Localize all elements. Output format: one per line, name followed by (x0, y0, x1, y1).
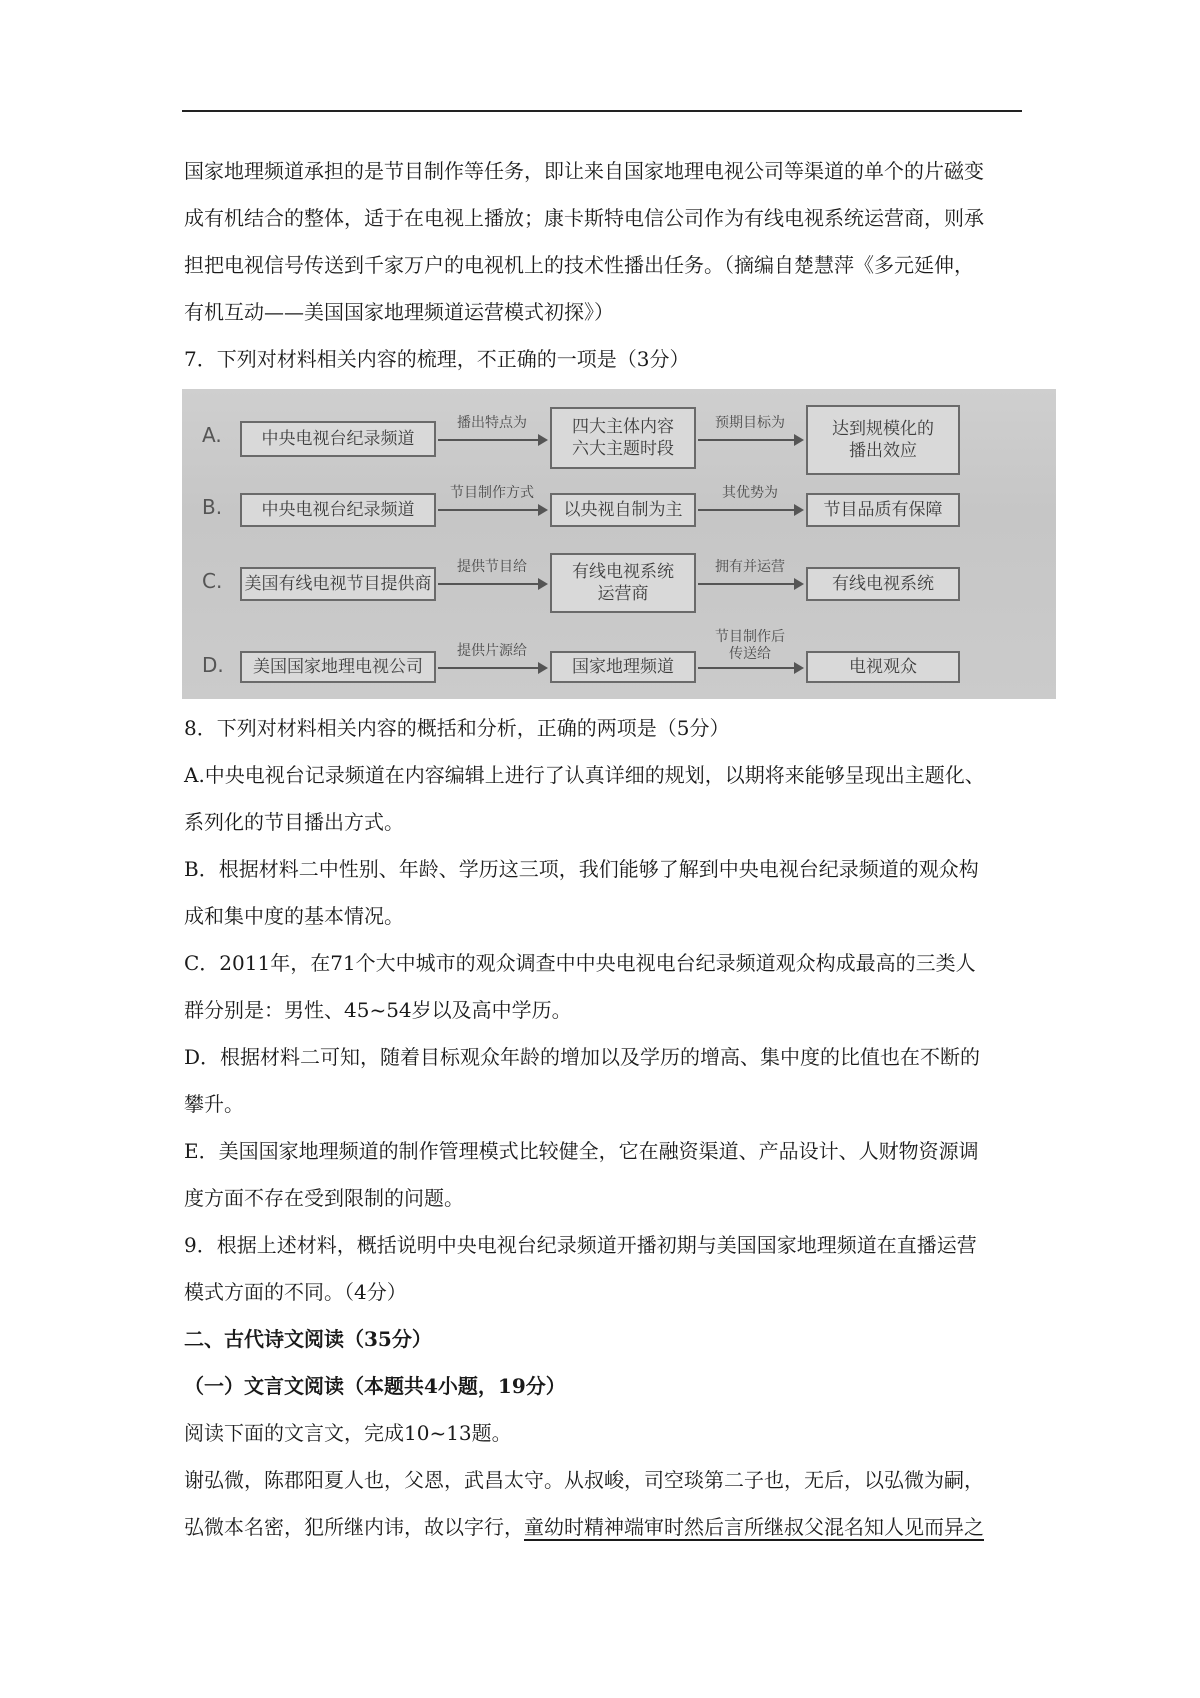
row-mid-box: 四大主体内容 六大主题时段 (550, 407, 696, 469)
arrow-label-2: 其优势为 (722, 485, 778, 501)
diagram-row-a (182, 399, 1056, 479)
arrow-label-2: 拥有并运营 (715, 559, 785, 575)
diagram-row-b (182, 481, 1056, 541)
subsection-heading: （一）文言文阅读（本题共4小题，19分） (184, 1374, 566, 1398)
arrow-label-2: 节目制作后 传送给 (715, 629, 785, 662)
classical-text-line-2 (184, 1504, 1024, 1551)
classical-text-underlined: 童幼时精神端审时然后言所继叔父混名知人见而异之 (524, 1515, 984, 1539)
diagram-row-c (182, 547, 1056, 619)
option-a-line-1: A.中央电视台记录频道在内容编辑上进行了认真详细的规划，以期将来能够呈现出主题化、 (184, 763, 985, 787)
option-b-line-1: B．根据材料二中性别、年龄、学历这三项，我们能够了解到中央电视台纪录频道的观众构 (184, 857, 979, 881)
option-c-line-2: 群分别是：男性、45~54岁以及高中学历。 (184, 998, 572, 1022)
intro-line-3: 担把电视信号传送到千家万户的电视机上的技术性播出任务。（摘编自楚慧萍《多元延伸， (184, 253, 974, 277)
row-start-box: 美国国家地理电视公司 (240, 651, 436, 683)
arrow-1 (438, 439, 546, 441)
diagram-row-d (182, 625, 1056, 695)
intro-line-4: 有机互动——美国国家地理频道运营模式初探》） (184, 300, 614, 324)
row-end-box: 有线电视系统 (806, 567, 960, 601)
option-b-line-2: 成和集中度的基本情况。 (184, 904, 404, 928)
row-letter: B. (202, 495, 223, 519)
row-letter: D. (202, 653, 224, 677)
arrow-2 (698, 509, 802, 511)
section-heading: 二、古代诗文阅读（35分） (184, 1327, 432, 1351)
intro-line-2: 成有机结合的整体，适于在电视上播放；康卡斯特电信公司作为有线电视系统运营商，则承 (184, 206, 984, 230)
row-letter: A. (202, 423, 222, 447)
question-7: 7．下列对材料相关内容的梳理，不正确的一项是（3分） (184, 347, 690, 371)
arrow-1 (438, 667, 546, 669)
arrow-label-1: 播出特点为 (457, 415, 527, 431)
arrow-label-1: 提供节目给 (457, 559, 527, 575)
option-a-line-2: 系列化的节目播出方式。 (184, 810, 404, 834)
arrow-1 (438, 583, 546, 585)
row-start-box: 中央电视台纪录频道 (240, 421, 436, 457)
arrow-2 (698, 667, 802, 669)
arrow-1 (438, 509, 546, 511)
row-start-box: 美国有线电视节目提供商 (240, 567, 436, 601)
arrow-label-2: 预期目标为 (715, 415, 785, 431)
question-9-line-2: 模式方面的不同。（4分） (184, 1280, 407, 1304)
arrow-label-1: 节目制作方式 (450, 485, 534, 501)
option-e-line-2: 度方面不存在受到限制的问题。 (184, 1186, 464, 1210)
arrow-label-1: 提供片源给 (457, 643, 527, 659)
arrow-2 (698, 439, 802, 441)
row-end-box: 节目品质有保障 (806, 493, 960, 527)
option-c-line-1: C．2011年，在71个大中城市的观众调查中中央电视电台纪录频道观众构成最高的三类人 (184, 951, 976, 975)
question-8: 8．下列对材料相关内容的概括和分析，正确的两项是（5分） (184, 716, 730, 740)
classical-text-plain: 弘微本名密，犯所继内讳，故以字行， (184, 1515, 524, 1539)
option-e-line-1: E．美国国家地理频道的制作管理模式比较健全，它在融资渠道、产品设计、人财物资源调 (184, 1139, 979, 1163)
flow-diagram-figure (182, 389, 1056, 699)
instruction-text: 阅读下面的文言文，完成10~13题。 (184, 1421, 512, 1445)
classical-text-line-1: 谢弘微，陈郡阳夏人也，父恩，武昌太守。从叔峻，司空琰第二子也，无后，以弘微为嗣， (184, 1468, 984, 1492)
page-content (184, 148, 1024, 1551)
row-end-box: 达到规模化的 播出效应 (806, 405, 960, 475)
row-mid-box: 国家地理频道 (550, 651, 696, 683)
option-d-line-1: D．根据材料二可知，随着目标观众年龄的增加以及学历的增高、集中度的比值也在不断的 (184, 1045, 981, 1069)
option-d-line-2: 攀升。 (184, 1092, 244, 1116)
row-start-box: 中央电视台纪录频道 (240, 493, 436, 527)
row-mid-box: 以央视自制为主 (550, 493, 696, 527)
row-mid-box: 有线电视系统 运营商 (550, 553, 696, 613)
intro-line-1: 国家地理频道承担的是节目制作等任务，即让来自国家地理电视公司等渠道的单个的片磁变 (184, 159, 984, 183)
arrow-2 (698, 583, 802, 585)
row-letter: C. (202, 569, 223, 593)
header-rule (182, 110, 1022, 112)
row-end-box: 电视观众 (806, 651, 960, 683)
question-9-line-1: 9．根据上述材料，概括说明中央电视台纪录频道开播初期与美国国家地理频道在直播运营 (184, 1233, 977, 1257)
